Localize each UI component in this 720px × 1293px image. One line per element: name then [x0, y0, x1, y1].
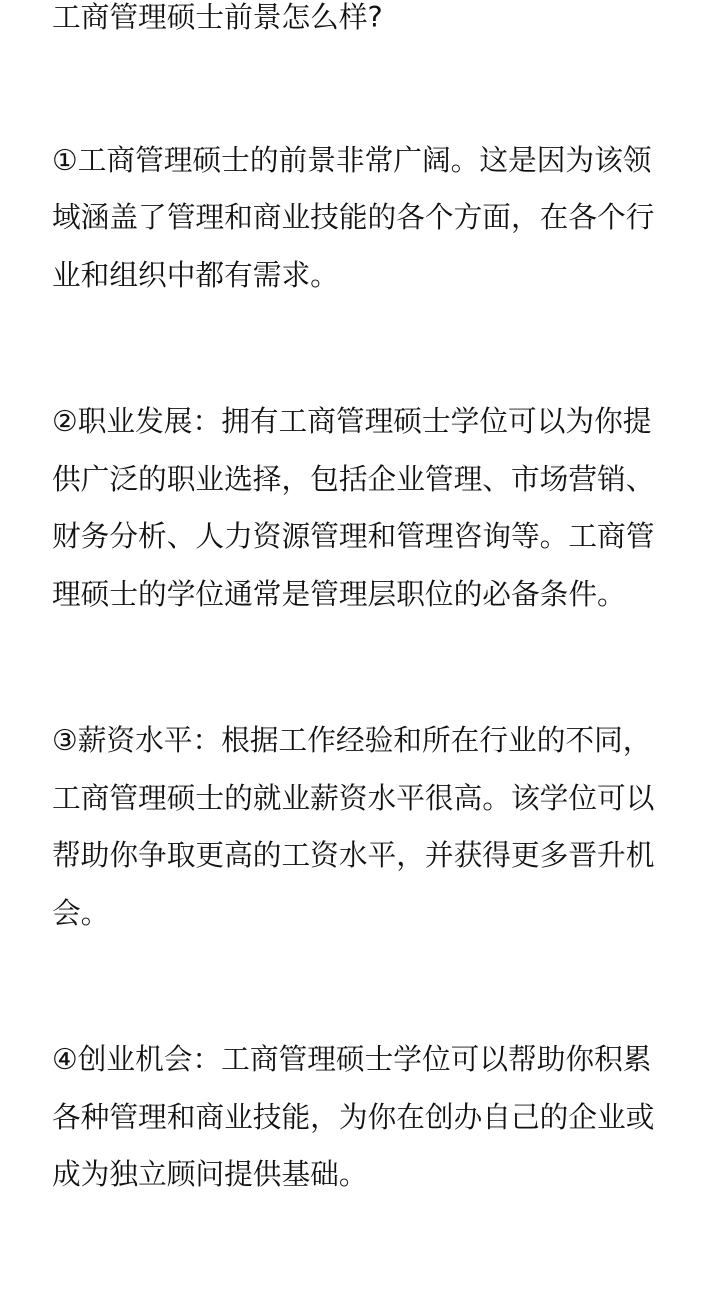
- text-line: 理硕士的学位通常是管理层职位的必备条件。: [52, 576, 626, 611]
- paragraph-prospects: [52, 132, 712, 305]
- text-line: 帮助你争取更高的工资水平，并获得更多晋升机: [52, 838, 655, 872]
- paragraph-entrepreneurship: [52, 1031, 712, 1204]
- paragraph-salary: [52, 712, 712, 942]
- text-line: 供广泛的职业选择，包括企业管理、市场营销、: [52, 461, 655, 496]
- text-line: 域涵盖了管理和商业技能的各个方面，在各个行: [52, 200, 655, 234]
- text-line: 成为独立顾问提供基础。: [52, 1157, 368, 1191]
- text-line: 财务分析、人力资源管理和管理咨询等。工商管: [52, 519, 655, 553]
- article-title: 工商管理硕士前景怎么样?: [52, 0, 383, 34]
- text-line: 业和组织中都有需求。: [52, 257, 339, 292]
- text-line: 各种管理和商业技能，为你在创办自己的企业或: [52, 1099, 655, 1134]
- text-line: ①工商管理硕士的前景非常广阔。这是因为该领: [52, 142, 652, 177]
- text-line: ②职业发展：拥有工商管理硕士学位可以为你提: [52, 404, 652, 438]
- text-line: 工商管理硕士的就业薪资水平很高。该学位可以: [52, 780, 655, 815]
- text-line: 会。: [52, 895, 110, 930]
- paragraph-career-development: [52, 393, 712, 623]
- text-line: ④创业机会：工商管理硕士学位可以帮助你积累: [52, 1042, 652, 1076]
- text-line: ③薪资水平：根据工作经验和所在行业的不同，: [52, 723, 652, 757]
- article: [52, 0, 712, 1293]
